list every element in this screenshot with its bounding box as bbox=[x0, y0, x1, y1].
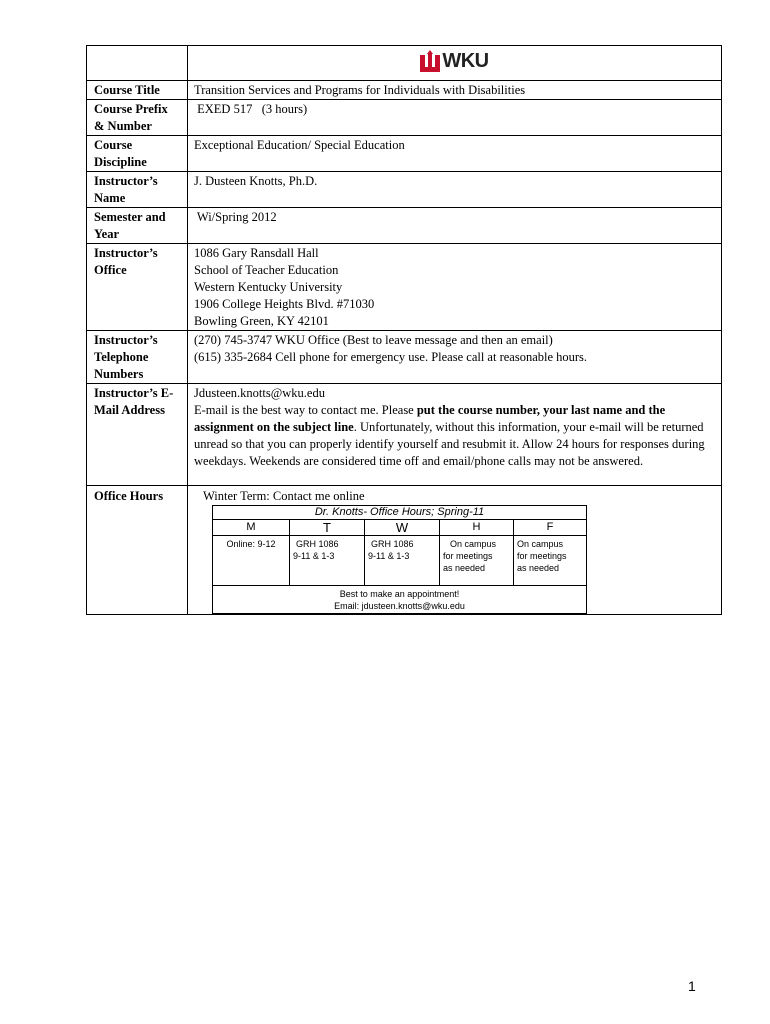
email-text-bold: put the course number, your last name and the assignment on the subject line bbox=[194, 403, 666, 434]
instructor-name-label bbox=[87, 172, 188, 208]
office-line: 1086 Gary Ransdall Hall bbox=[194, 246, 319, 260]
telephone-label bbox=[87, 331, 188, 384]
weekday-header-row bbox=[213, 520, 587, 536]
wku-logo-text: WKU bbox=[442, 49, 489, 72]
winter-term-note: Winter Term: Contact me online bbox=[203, 489, 365, 503]
hours-cell-line: GRH 1086 bbox=[371, 539, 414, 549]
email-text-before: E-mail is the best way to contact me. Please bbox=[194, 403, 417, 417]
wku-logo bbox=[194, 46, 715, 72]
row-course-title bbox=[87, 81, 722, 100]
office-hours-caption: Dr. Knotts- Office Hours; Spring-11 bbox=[213, 506, 587, 520]
office-line: Bowling Green, KY 42101 bbox=[194, 314, 329, 328]
course-title-value: Transition Services and Programs for Individuals with Disabilities bbox=[188, 81, 722, 100]
day-header-thursday: H bbox=[440, 520, 514, 536]
hours-cell-line: Online: 9-12 bbox=[226, 539, 276, 549]
discipline-label bbox=[87, 136, 188, 172]
day-header-tuesday: T bbox=[290, 520, 365, 536]
email-label-line2: Mail Address bbox=[94, 403, 165, 417]
hours-cell-thursday bbox=[440, 536, 514, 586]
hours-cell-line: as needed bbox=[443, 563, 486, 573]
row-office-hours bbox=[87, 486, 722, 615]
hours-cell-line: 9-11 & 1-3 bbox=[293, 551, 335, 561]
logo-row-blank-cell bbox=[87, 46, 188, 81]
syllabus-info-table bbox=[86, 45, 722, 615]
email-instructions bbox=[194, 402, 715, 470]
office-hours-label: Office Hours bbox=[87, 486, 188, 615]
instructor-name-label-line2: Name bbox=[94, 191, 126, 205]
hours-cell-line: On campus bbox=[450, 539, 497, 549]
hours-cell-monday bbox=[213, 536, 290, 586]
row-course-discipline bbox=[87, 136, 722, 172]
row-instructor-name bbox=[87, 172, 722, 208]
office-label-line1: Instructor’s bbox=[94, 246, 158, 260]
course-prefix-label-line1: Course Prefix bbox=[94, 102, 168, 116]
office-hours-schedule bbox=[212, 505, 587, 614]
hours-cell-line: GRH 1086 bbox=[296, 539, 339, 549]
email-text-after: . Unfortunately, without this information, your e-mail will be returned unread so that you can properly identify yourself and resubmit it. Allow 24 hours for responses during weekdays. Weekends are considered time off and email/phone calls may not be answered. bbox=[194, 420, 705, 468]
row-course-prefix bbox=[87, 100, 722, 136]
hours-cell-line: as needed bbox=[517, 563, 560, 573]
hours-footer-row bbox=[213, 586, 587, 614]
office-hours-value bbox=[188, 486, 722, 615]
footer-email: Email: jdusteen.knotts@wku.edu bbox=[334, 601, 465, 611]
discipline-value: Exceptional Education/ Special Education bbox=[188, 136, 722, 172]
day-header-wednesday: W bbox=[365, 520, 440, 536]
logo-row bbox=[87, 46, 722, 81]
row-email bbox=[87, 384, 722, 486]
hours-cell-wednesday bbox=[365, 536, 440, 586]
telephone-value bbox=[188, 331, 722, 384]
discipline-label-line2: Discipline bbox=[94, 155, 147, 169]
semester-value: Wi/Spring 2012 bbox=[188, 208, 722, 244]
course-prefix-value: EXED 517 (3 hours) bbox=[188, 100, 722, 136]
telephone-line: (270) 745-3747 WKU Office (Best to leave message and then an email) bbox=[194, 333, 553, 347]
semester-label bbox=[87, 208, 188, 244]
hours-cell-line: 9-11 & 1-3 bbox=[368, 551, 410, 561]
telephone-label-line1: Instructor’s bbox=[94, 333, 158, 347]
hours-cell-tuesday bbox=[290, 536, 365, 586]
telephone-line: (615) 335-2684 Cell phone for emergency use. Please call at reasonable hours. bbox=[194, 350, 588, 364]
telephone-label-line3: Numbers bbox=[94, 367, 144, 381]
page-number: 1 bbox=[688, 978, 696, 994]
logo-cell bbox=[188, 46, 722, 81]
email-address-link[interactable]: Jdusteen.knotts@wku.edu bbox=[194, 386, 325, 400]
office-line: 1906 College Heights Blvd. #71030 bbox=[194, 297, 375, 311]
day-header-monday: M bbox=[213, 520, 290, 536]
course-title-label: Course Title bbox=[87, 81, 188, 100]
email-label-line1: Instructor’s E- bbox=[94, 386, 174, 400]
day-header-friday: F bbox=[514, 520, 587, 536]
telephone-label-line2: Telephone bbox=[94, 350, 149, 364]
appointment-note: Best to make an appointment! bbox=[339, 589, 460, 599]
instructor-name-label-line1: Instructor’s bbox=[94, 174, 158, 188]
hours-row bbox=[213, 536, 587, 586]
semester-label-line2: Year bbox=[94, 227, 119, 241]
row-telephone bbox=[87, 331, 722, 384]
office-line: Western Kentucky University bbox=[194, 280, 343, 294]
office-label bbox=[87, 244, 188, 331]
office-line: School of Teacher Education bbox=[194, 263, 339, 277]
semester-label-line1: Semester and bbox=[94, 210, 166, 224]
office-value bbox=[188, 244, 722, 331]
instructor-name-value: J. Dusteen Knotts, Ph.D. bbox=[188, 172, 722, 208]
wku-cupola-icon bbox=[420, 50, 440, 72]
hours-cell-line: for meetings bbox=[517, 551, 567, 561]
email-label bbox=[87, 384, 188, 486]
office-label-line2: Office bbox=[94, 263, 127, 277]
email-value bbox=[188, 384, 722, 486]
discipline-label-line1: Course bbox=[94, 138, 133, 152]
hours-cell-line: for meetings bbox=[443, 551, 493, 561]
row-semester bbox=[87, 208, 722, 244]
hours-cell-friday bbox=[514, 536, 587, 586]
course-prefix-label bbox=[87, 100, 188, 136]
hours-cell-line: On campus bbox=[517, 539, 564, 549]
course-prefix-label-line2: & Number bbox=[94, 119, 152, 133]
hours-footer bbox=[213, 586, 587, 614]
row-instructor-office bbox=[87, 244, 722, 331]
